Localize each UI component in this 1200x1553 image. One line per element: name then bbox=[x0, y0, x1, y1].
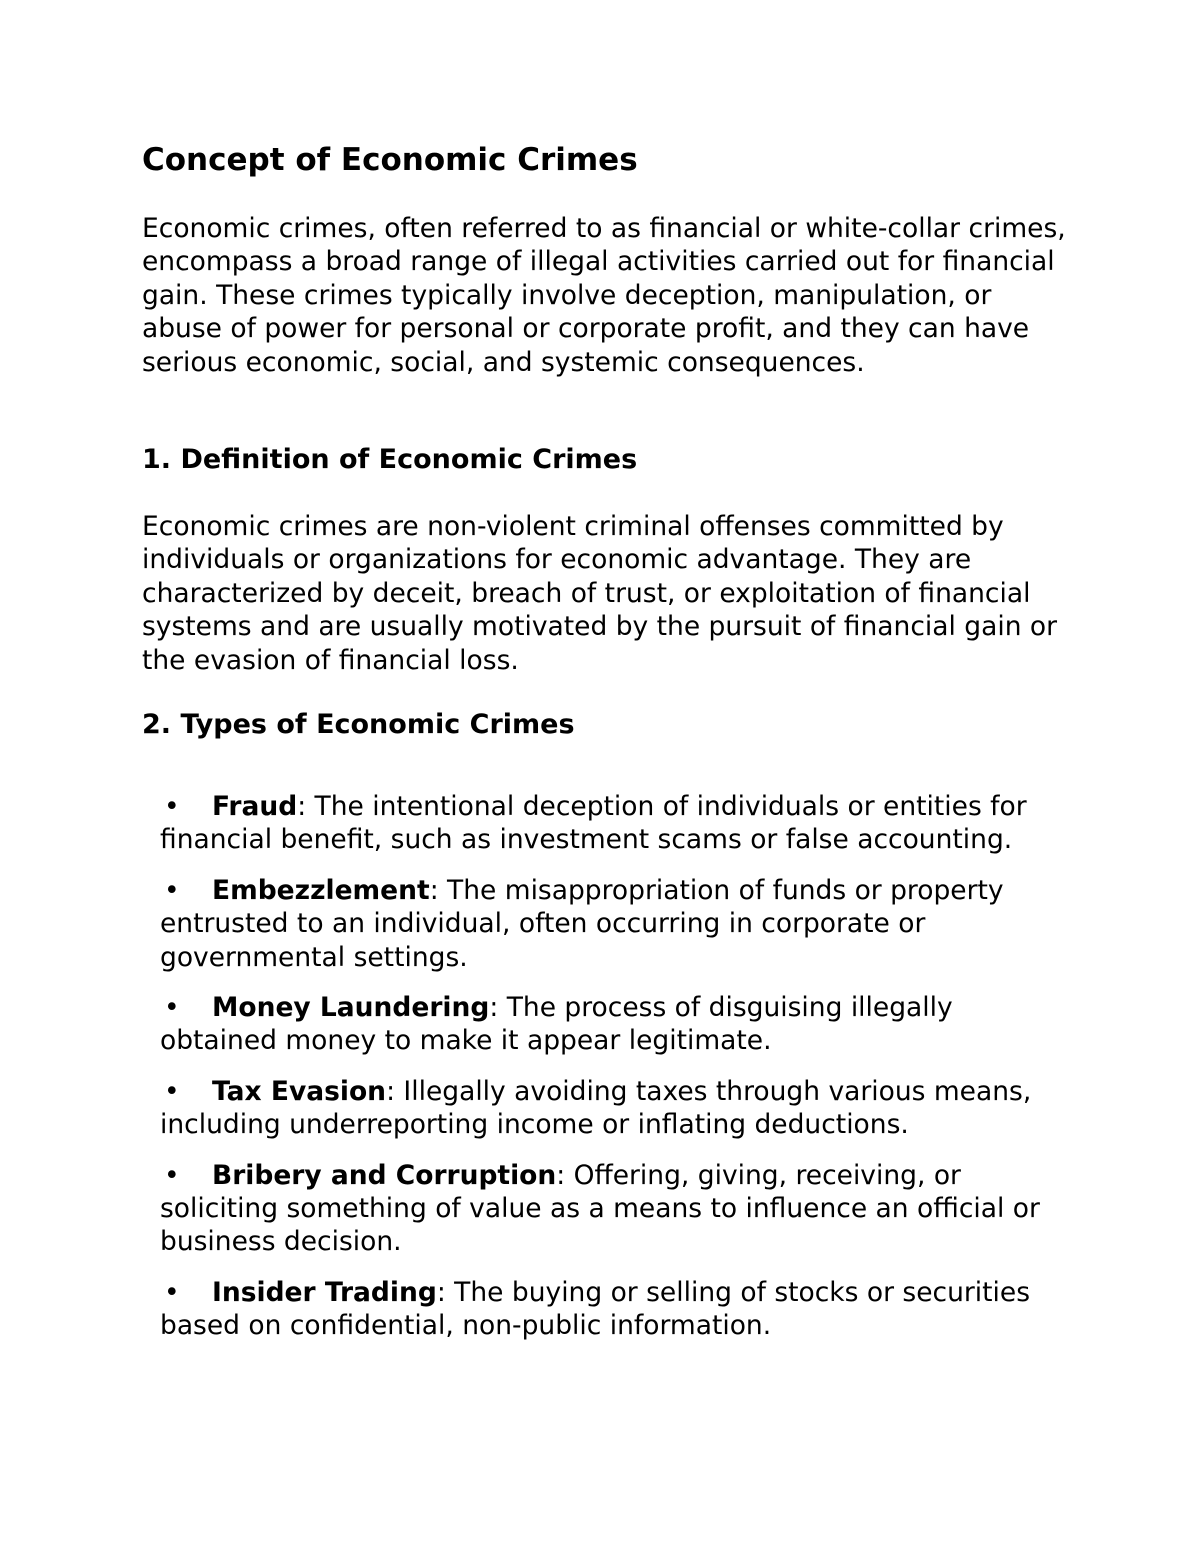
crime-description: : Offering, giving, receiving, or soliciting something of value as a means to influence an official or business decision. bbox=[160, 1159, 1040, 1258]
crime-description: : The buying or selling of stocks or securities based on confidential, non-public information. bbox=[160, 1276, 1031, 1342]
bullet-icon: • bbox=[164, 1159, 180, 1191]
bullet-icon: • bbox=[164, 791, 180, 822]
crime-term: Insider Trading bbox=[212, 1276, 437, 1308]
crime-description: : The process of disguising illegally obtained money to make it appear legitimate. bbox=[160, 992, 953, 1057]
types-heading: 2. Types of Economic Crimes bbox=[142, 709, 575, 740]
document-title: Concept of Economic Crimes bbox=[142, 142, 638, 178]
crime-term: Money Laundering bbox=[212, 992, 490, 1024]
crime-term: Tax Evasion bbox=[212, 1075, 387, 1107]
list-item bbox=[160, 991, 1060, 1058]
list-item bbox=[160, 790, 1060, 857]
intro-paragraph: Economic crimes, often referred to as financial or white-collar crimes, encompass a broad range of illegal activities carried out for financial gain. These crimes typically involve deception, manipulation, or abuse of power for personal or corporate profit, and they can have serious economic, social, and systemic consequences. bbox=[142, 213, 1066, 378]
bullet-icon: • bbox=[164, 1075, 180, 1107]
definition-heading: 1. Definition of Economic Crimes bbox=[142, 444, 638, 475]
crime-term: Fraud bbox=[212, 791, 298, 822]
crime-description: : The intentional deception of individuals or entities for financial benefit, such as investment scams or false accounting. bbox=[160, 791, 1027, 856]
crime-description: : The misappropriation of funds or property entrusted to an individual, often occurring in corporate or governmental settings. bbox=[160, 874, 1004, 973]
list-item bbox=[160, 1075, 1060, 1142]
crime-description: : Illegally avoiding taxes through various means, including underreporting income or inflating deductions. bbox=[160, 1075, 1032, 1141]
definition-paragraph: Economic crimes are non-violent criminal offenses committed by individuals or organizations for economic advantage. They are characterized by deceit, breach of trust, or exploitation of financial systems and are usually motivated by the pursuit of financial gain or the evasion of financial loss. bbox=[142, 511, 1058, 676]
list-item bbox=[160, 1276, 1060, 1343]
crime-term: Embezzlement bbox=[212, 874, 430, 906]
bullet-icon: • bbox=[164, 1276, 180, 1308]
crime-types-list bbox=[160, 790, 1060, 1360]
list-item bbox=[160, 874, 1060, 974]
bullet-icon: • bbox=[164, 992, 180, 1024]
bullet-icon: • bbox=[164, 874, 180, 906]
list-item bbox=[160, 1159, 1060, 1259]
crime-term: Bribery and Corruption bbox=[212, 1159, 557, 1191]
